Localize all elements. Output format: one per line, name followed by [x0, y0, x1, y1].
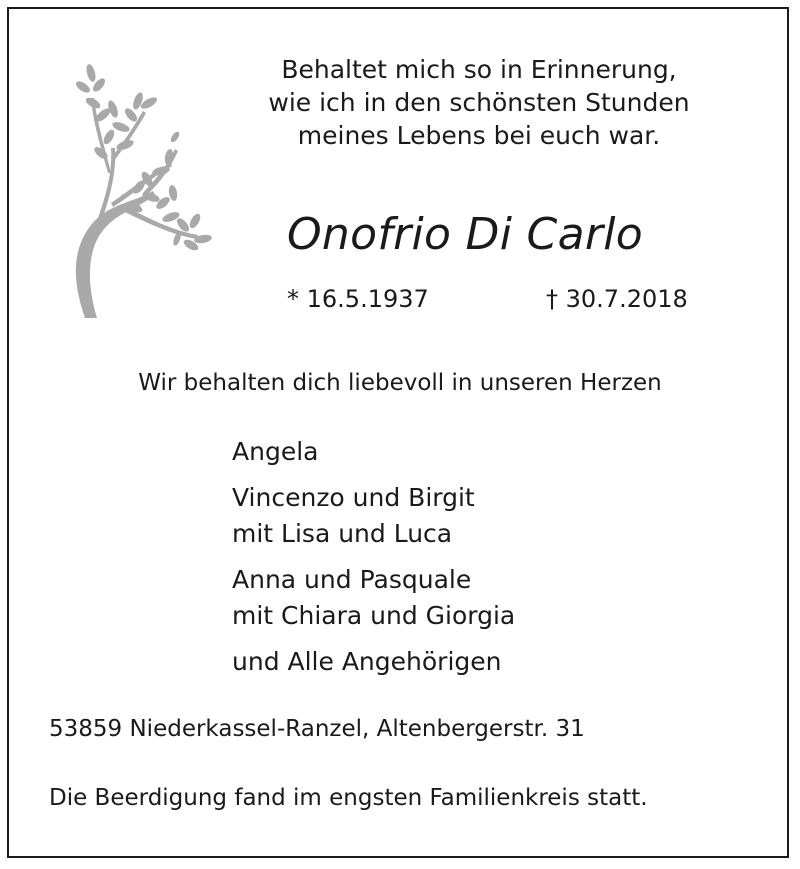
family-name: mit Chiara und Giorgia [232, 601, 516, 630]
death-date: † 30.7.2018 [546, 285, 688, 313]
family-name: Vincenzo und Birgit [232, 483, 475, 512]
memorial-quote [249, 53, 709, 152]
deceased-name: Onofrio Di Carlo [287, 209, 643, 260]
family-group [232, 562, 515, 634]
quote-line: Behaltet mich so in Erinnerung, [281, 55, 677, 84]
funeral-note: Die Beerdigung fand im engsten Familienkreis statt. [49, 785, 648, 811]
family-name: Angela [232, 437, 319, 466]
family-name: und Alle Angehörigen [232, 647, 502, 676]
family-group [232, 644, 515, 680]
quote-line: wie ich in den schönsten Stunden [268, 88, 690, 117]
family-name: Anna und Pasquale [232, 565, 472, 594]
tagline: Wir behalten dich liebevoll in unseren Herzen [138, 370, 662, 396]
address: 53859 Niederkassel-Ranzel, Altenbergerstr. 31 [49, 716, 585, 742]
family-name: mit Lisa und Luca [232, 519, 453, 548]
birth-date: * 16.5.1937 [287, 285, 429, 313]
family-list [232, 434, 515, 690]
quote-line: meines Lebens bei euch war. [297, 121, 661, 150]
family-group [232, 480, 515, 552]
tree-icon [63, 53, 213, 328]
family-group [232, 434, 515, 470]
obituary-card [7, 7, 789, 858]
